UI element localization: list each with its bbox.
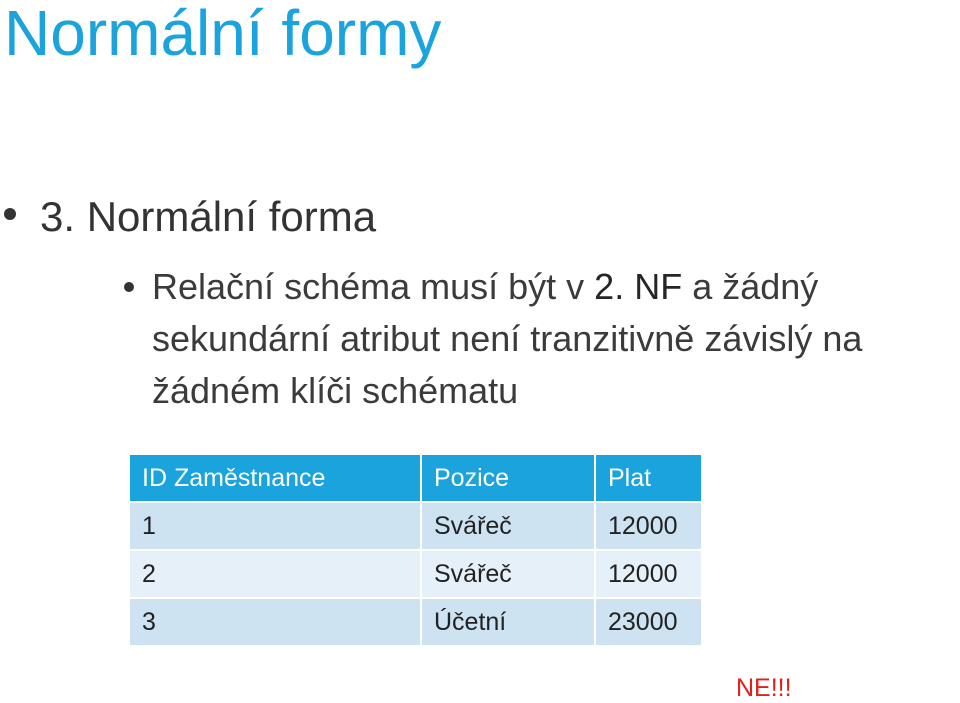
bullet-dot-icon (124, 282, 134, 292)
bullet-level2 (124, 261, 954, 417)
employee-table (130, 455, 703, 647)
cell-salary: 12000 (595, 550, 702, 598)
table-row (130, 598, 702, 646)
header-id: ID Zaměstnance (130, 455, 421, 502)
table-row (130, 502, 702, 550)
slide-title: Normální formy (4, 0, 442, 69)
table-header-row (130, 455, 702, 502)
cell-salary: 23000 (595, 598, 702, 646)
header-position: Pozice (421, 455, 595, 502)
header-salary: Plat (595, 455, 702, 502)
cell-id: 2 (130, 550, 421, 598)
cell-salary: 12000 (595, 502, 702, 550)
bullet-text-part1: Relační schéma musí být v (152, 266, 595, 307)
footnote-warning: NE!!! (736, 674, 792, 702)
cell-id: 3 (130, 598, 421, 646)
cell-id: 1 (130, 502, 421, 550)
table-row (130, 550, 702, 598)
cell-position: Svářeč (421, 502, 595, 550)
bullet-level2-text (152, 261, 954, 417)
bullet-dot-icon (4, 208, 16, 220)
cell-position: Účetní (421, 598, 595, 646)
bullet-text-emphasis: 2. NF (594, 266, 683, 307)
bullet-level1 (4, 190, 376, 244)
cell-position: Svářeč (421, 550, 595, 598)
bullet-text-part2: a žádný sekundární atribut není tranzitivně závislý na žádném klíči schématu (152, 266, 863, 411)
bullet-level1-text: 3. Normální forma (40, 193, 377, 240)
